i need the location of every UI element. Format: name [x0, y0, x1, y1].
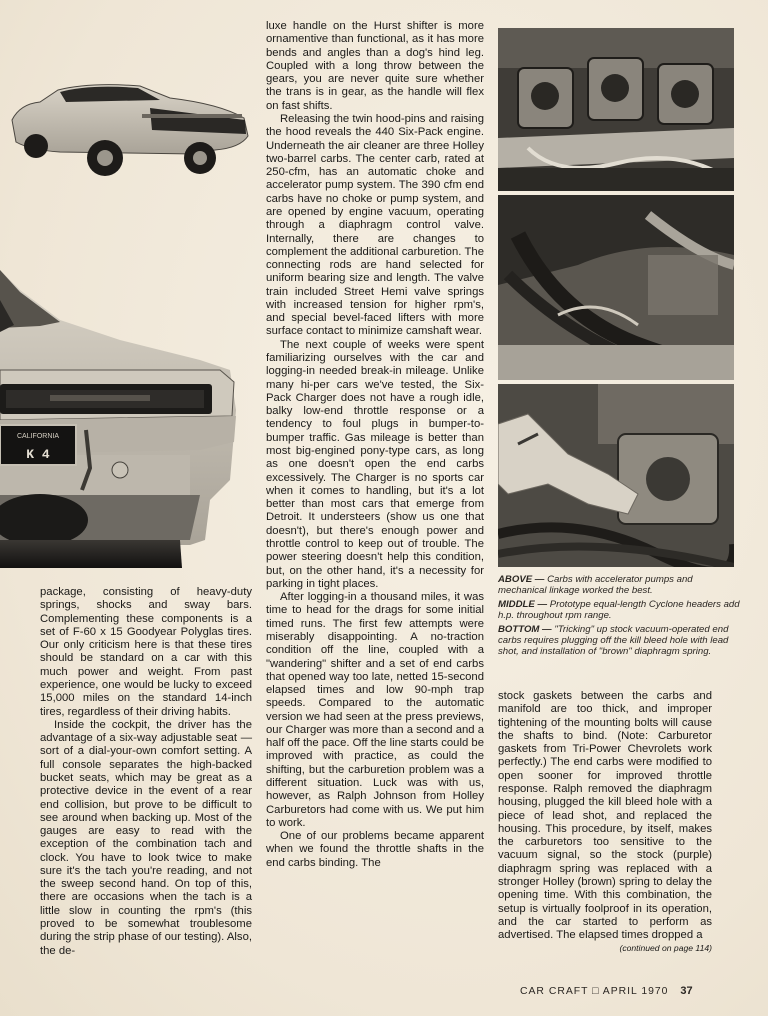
engine-photo-above — [498, 28, 734, 191]
issue-date: APRIL 1970 — [602, 986, 669, 997]
paragraph: luxe handle on the Hurst shifter is more ornamentive than functional, as it has more bends and angles than a dog's hind leg. Coupled with a long throw between the gears, you are never quite sure whether the trans is in gear, as the handle will flex on fast shifts. — [266, 20, 484, 112]
caption-bottom — [498, 625, 742, 657]
article-left-column — [40, 586, 252, 958]
license-plate-state: CALIFORNIA — [16, 433, 60, 440]
paragraph: After logging-in a thousand miles, it was time to head for the drags for some initial timed runs. The first few attempts were miserably disappointing. A no-traction condition off the line, coupled with a "wandering" shifter and a set of end carbs that opened way too late, netted 15-second elapsed times and low 90-mph trap speeds. Compared to the automatic version we had seen at the press previews, our Charger was more than a second and a half off the pace. Off the line starts could be improved with practice, as could the shifting, but the carburetion problem was a different situation. Luck was with us, however, as Ralph Johnson from Holley Carburetors had come with us. We put him to work. — [266, 591, 484, 829]
article-middle-column — [266, 20, 484, 870]
article-right-column — [498, 690, 712, 956]
caption-label: MIDDLE — — [498, 599, 548, 611]
photo-captions — [498, 575, 742, 661]
paragraph: Releasing the twin hood-pins and raising the hood reveals the 440 Six-Pack engine. Underneath the air cleaner are three Holley two-barrel carbs. The center carb, rated at 250-cfm, has an automatic choke and accelerator pump system. The 390 cfm end carbs have no choke or pump system, and are opened by engine vacuum, operating through a diaphragm control valve. Internally, there are changes to complement the additional carburetion. The connecting rods are hand selected for uniform bearing size and length. The valve train included Street Hemi valve springs with increased tension for higher rpm's, and special bevel-faced lifters with more surface contact to minimize camshaft wear. — [266, 112, 484, 338]
license-plate-number: K 4 — [26, 447, 50, 462]
caption-label: ABOVE — — [498, 574, 545, 585]
large-car-illustration — [0, 270, 236, 568]
caption-text: Carbs with accelerator pumps and mechanical linkage worked the best. — [498, 574, 693, 596]
dodge-charger-photo — [0, 70, 262, 570]
headers-photo-middle — [498, 195, 734, 380]
small-car-illustration — [12, 85, 248, 176]
paragraph: stock gaskets between the carbs and manifold are too thick, and improper tightening of the mounting bolts will cause the shafts to bind. (Note: Carburetor gaskets from Tri-Power Chevrolets work perfectly.) The end carbs were modified to open sooner for improved throttle response. Ralph removed the diaphragm housing, plugged the kill bleed hole with a piece of lead shot, and replaced the housing. This procedure, by itself, makes the carburetors too sensitive to the vacuum signal, so the stock (purple) diaphragm spring was replaced with a stronger Holley (brown) spring to delay the opening time. With this combination, the setup is virtually foolproof in its operation, and the car started to perform as advertised. The elapsed times dropped a — [498, 690, 712, 942]
page-footer — [520, 985, 693, 997]
paragraph: Inside the cockpit, the driver has the advantage of a six-way adjustable seat — sort of a dial-your-own comfort setting. A full console separates the high-backed bucket seats, which may be great as a protective device in the event of a rear end collision, but prove to be difficult to see around when backing up. Most of the gauges are easy to read with the exception of the combination tach and clock. You have to look twice to make sure it's the tach you're reading, and not the sweep second hand. On top of this, there are occasions when the tach is a little slow in counting the rpm's (this proved to be somewhat troublesome during the strip phase of our testing). Also, the de- — [40, 718, 252, 957]
magazine-name: CAR CRAFT — [520, 986, 589, 997]
paragraph: The next couple of weeks were spent familiarizing ourselves with the car and logging-in needed break-in mileage. Unlike many hi-per cars we've tested, the Six-Pack Charger does not have a rough idle, balky low-end throttle response or a tendency to foul plugs in bumper-to-bumper traffic. Gas mileage is better than most big-engined pony-type cars, as long as one doesn't open the end carbs excessively. The Charger is no sports car when it comes to handling, but it's a lot better than most cars that emerge from Detroit. It understeers (show us one that doesn't), but there's enough power and throttle control to keep out of trouble. The power steering doesn't help this condition, but, on the other hand, it's a necessity for parking in tight places. — [266, 338, 484, 590]
caption-above — [498, 575, 742, 596]
page-number: 37 — [680, 985, 693, 997]
carburetor-hand-photo-bottom — [498, 384, 734, 567]
caption-text: Prototype equal-length Cyclone headers add h.p. throughout rpm range. — [498, 599, 740, 621]
caption-text: "Tricking" up stock vacuum-operated end carbs requires plugging off the kill bleed hole with lead shot, and installation of "brown" diaphragm spring. — [498, 624, 729, 657]
paragraph: One of our problems became apparent when we found the throttle shafts in the end carbs binding. The — [266, 830, 484, 869]
paragraph: package, consisting of heavy-duty springs, shocks and sway bars. Complementing these components is a set of F-60 x 15 Goodyear Polyglas tires. Our only criticism here is that these tires should be standard on a car with this much power and weight. From past experience, one would be lucky to exceed 15,000 miles on the standard 14-inch tires, regardless of their driving habits. — [40, 586, 252, 718]
footer-separator: □ — [592, 986, 600, 997]
continued-note: (continued on page 114) — [619, 943, 712, 954]
caption-label: BOTTOM — — [498, 624, 552, 636]
caption-middle — [498, 600, 742, 621]
